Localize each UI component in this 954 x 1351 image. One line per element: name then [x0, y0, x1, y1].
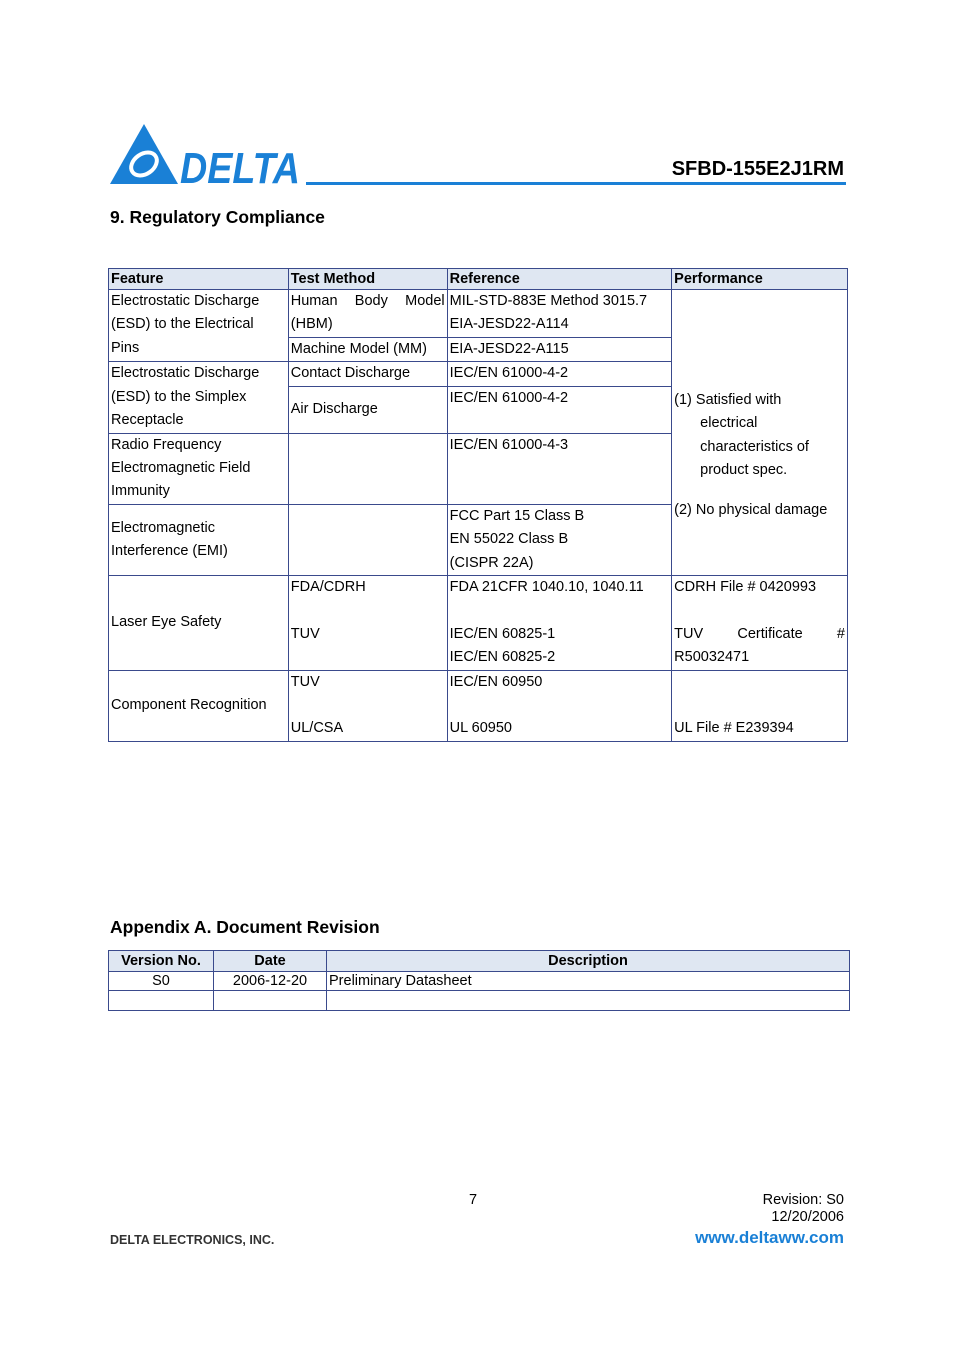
performance-word: Certificate	[737, 625, 803, 642]
svg-text:DELTA: DELTA	[180, 144, 300, 193]
spacer	[674, 671, 847, 694]
table-row	[109, 576, 848, 671]
reference-line: FDA 21CFR 1040.10, 1040.11	[449, 579, 644, 596]
method-line: TUV	[290, 673, 320, 690]
method-line: UL/CSA	[290, 720, 344, 737]
table-row	[109, 670, 848, 741]
method-cell	[288, 433, 447, 504]
performance-line: CDRH File # 0420993	[674, 579, 817, 596]
method-line	[291, 290, 447, 313]
table-row	[109, 991, 850, 1011]
table-row	[109, 290, 848, 338]
performance-cell	[672, 670, 848, 741]
feature-line: Electromagnetic	[111, 519, 215, 536]
performance-word: TUV	[674, 625, 704, 642]
spacer	[450, 599, 672, 622]
method-line: TUV	[290, 625, 320, 642]
revision-label: Revision: S0	[762, 1192, 844, 1208]
feature-cell	[109, 433, 289, 504]
company-name: DELTA ELECTRONICS, INC.	[110, 1233, 275, 1247]
revision-date: 12/20/2006	[771, 1209, 844, 1225]
feature-line: Radio Frequency	[111, 436, 222, 453]
table-header-row	[109, 269, 848, 290]
performance-word: #	[836, 625, 845, 642]
delta-logo	[110, 124, 302, 193]
reference-cell: EIA-JESD22-A115	[447, 337, 672, 361]
document-code: SFBD-155E2J1RM	[671, 158, 844, 180]
reference-cell	[447, 290, 672, 338]
feature-cell	[109, 362, 289, 433]
version-cell	[109, 991, 214, 1011]
feature-cell: Component Recognition	[109, 670, 289, 741]
feature-line: Electromagnetic Field	[111, 460, 251, 477]
reference-cell	[447, 576, 672, 671]
header-rule	[306, 182, 846, 185]
feature-line: (ESD) to the Electrical	[111, 316, 254, 333]
feature-line: (ESD) to the Simplex	[111, 388, 247, 405]
performance-line	[674, 623, 847, 646]
method-cell: Machine Model (MM)	[288, 337, 447, 361]
page-number: 7	[469, 1192, 478, 1208]
spacer	[674, 599, 847, 622]
reference-line: EIA-JESD22-A114	[449, 316, 569, 333]
reference-line: UL 60950	[449, 720, 512, 737]
version-cell: S0	[109, 972, 214, 991]
col-header-feature: Feature	[109, 269, 289, 290]
regulatory-table	[108, 268, 848, 742]
feature-cell	[109, 290, 289, 362]
section-title-regulatory: 9. Regulatory Compliance	[110, 207, 325, 227]
description-cell: Preliminary Datasheet	[327, 972, 850, 991]
col-header-description: Description	[327, 951, 850, 972]
performance-line: (2) No physical damage	[674, 501, 828, 518]
col-header-reference: Reference	[447, 269, 672, 290]
method-word: Body	[354, 293, 388, 309]
reference-cell: IEC/EN 61000-4-3	[447, 433, 672, 504]
spacer	[291, 599, 447, 622]
performance-cell	[672, 290, 848, 576]
method-cell: Contact Discharge	[288, 362, 447, 386]
table-row	[109, 972, 850, 991]
performance-cell	[672, 576, 848, 671]
reference-line: (CISPR 22A)	[449, 554, 534, 571]
revision-info	[763, 1192, 844, 1226]
feature-cell	[109, 504, 289, 575]
col-header-performance: Performance	[672, 269, 848, 290]
spacer	[450, 694, 672, 717]
spacer	[674, 694, 847, 717]
performance-line: UL File # E239394	[674, 720, 794, 737]
reference-line: FCC Part 15 Class B	[449, 507, 585, 524]
date-cell	[214, 991, 327, 1011]
reference-cell: IEC/EN 61000-4-2	[447, 362, 672, 386]
date-cell: 2006-12-20	[214, 972, 327, 991]
reference-line: IEC/EN 60950	[449, 673, 543, 690]
col-header-test-method: Test Method	[288, 269, 447, 290]
method-cell	[288, 290, 447, 338]
method-word: Human	[290, 293, 338, 309]
reference-cell: IEC/EN 61000-4-2	[447, 386, 672, 433]
reference-cell	[447, 504, 672, 575]
feature-line: Interference (EMI)	[111, 542, 228, 559]
feature-line: Immunity	[111, 483, 170, 500]
feature-cell: Laser Eye Safety	[109, 576, 289, 671]
feature-line: Pins	[111, 339, 140, 356]
performance-line: R50032471	[674, 649, 750, 666]
reference-line: IEC/EN 60825-2	[449, 649, 556, 666]
method-line: (HBM)	[290, 316, 333, 333]
description-cell	[327, 991, 850, 1011]
revision-table	[108, 950, 850, 1011]
performance-line: characteristics of	[700, 438, 809, 455]
reference-line: IEC/EN 60825-1	[449, 625, 556, 642]
feature-line: Electrostatic Discharge	[111, 365, 260, 382]
col-header-version: Version No.	[109, 951, 214, 972]
feature-line: Electrostatic Discharge	[111, 293, 260, 309]
performance-line: (1) Satisfied with	[674, 392, 782, 409]
performance-line: electrical	[700, 415, 758, 432]
performance-line: product spec.	[700, 462, 788, 479]
spacer	[291, 646, 447, 669]
method-word: Model	[405, 293, 445, 309]
reference-line: EN 55022 Class B	[449, 531, 569, 548]
reference-cell	[447, 670, 672, 741]
col-header-date: Date	[214, 951, 327, 972]
method-cell	[288, 504, 447, 575]
method-cell: Air Discharge	[288, 386, 447, 433]
method-line: FDA/CDRH	[290, 579, 366, 596]
section-title-appendix: Appendix A. Document Revision	[110, 917, 380, 937]
table-header-row	[109, 951, 850, 972]
method-cell	[288, 670, 447, 741]
website-link[interactable]: www.deltaww.com	[695, 1228, 844, 1247]
reference-line: MIL-STD-883E Method 3015.7	[449, 293, 648, 309]
spacer	[291, 694, 447, 717]
method-cell	[288, 576, 447, 671]
feature-line: Receptacle	[111, 412, 184, 429]
